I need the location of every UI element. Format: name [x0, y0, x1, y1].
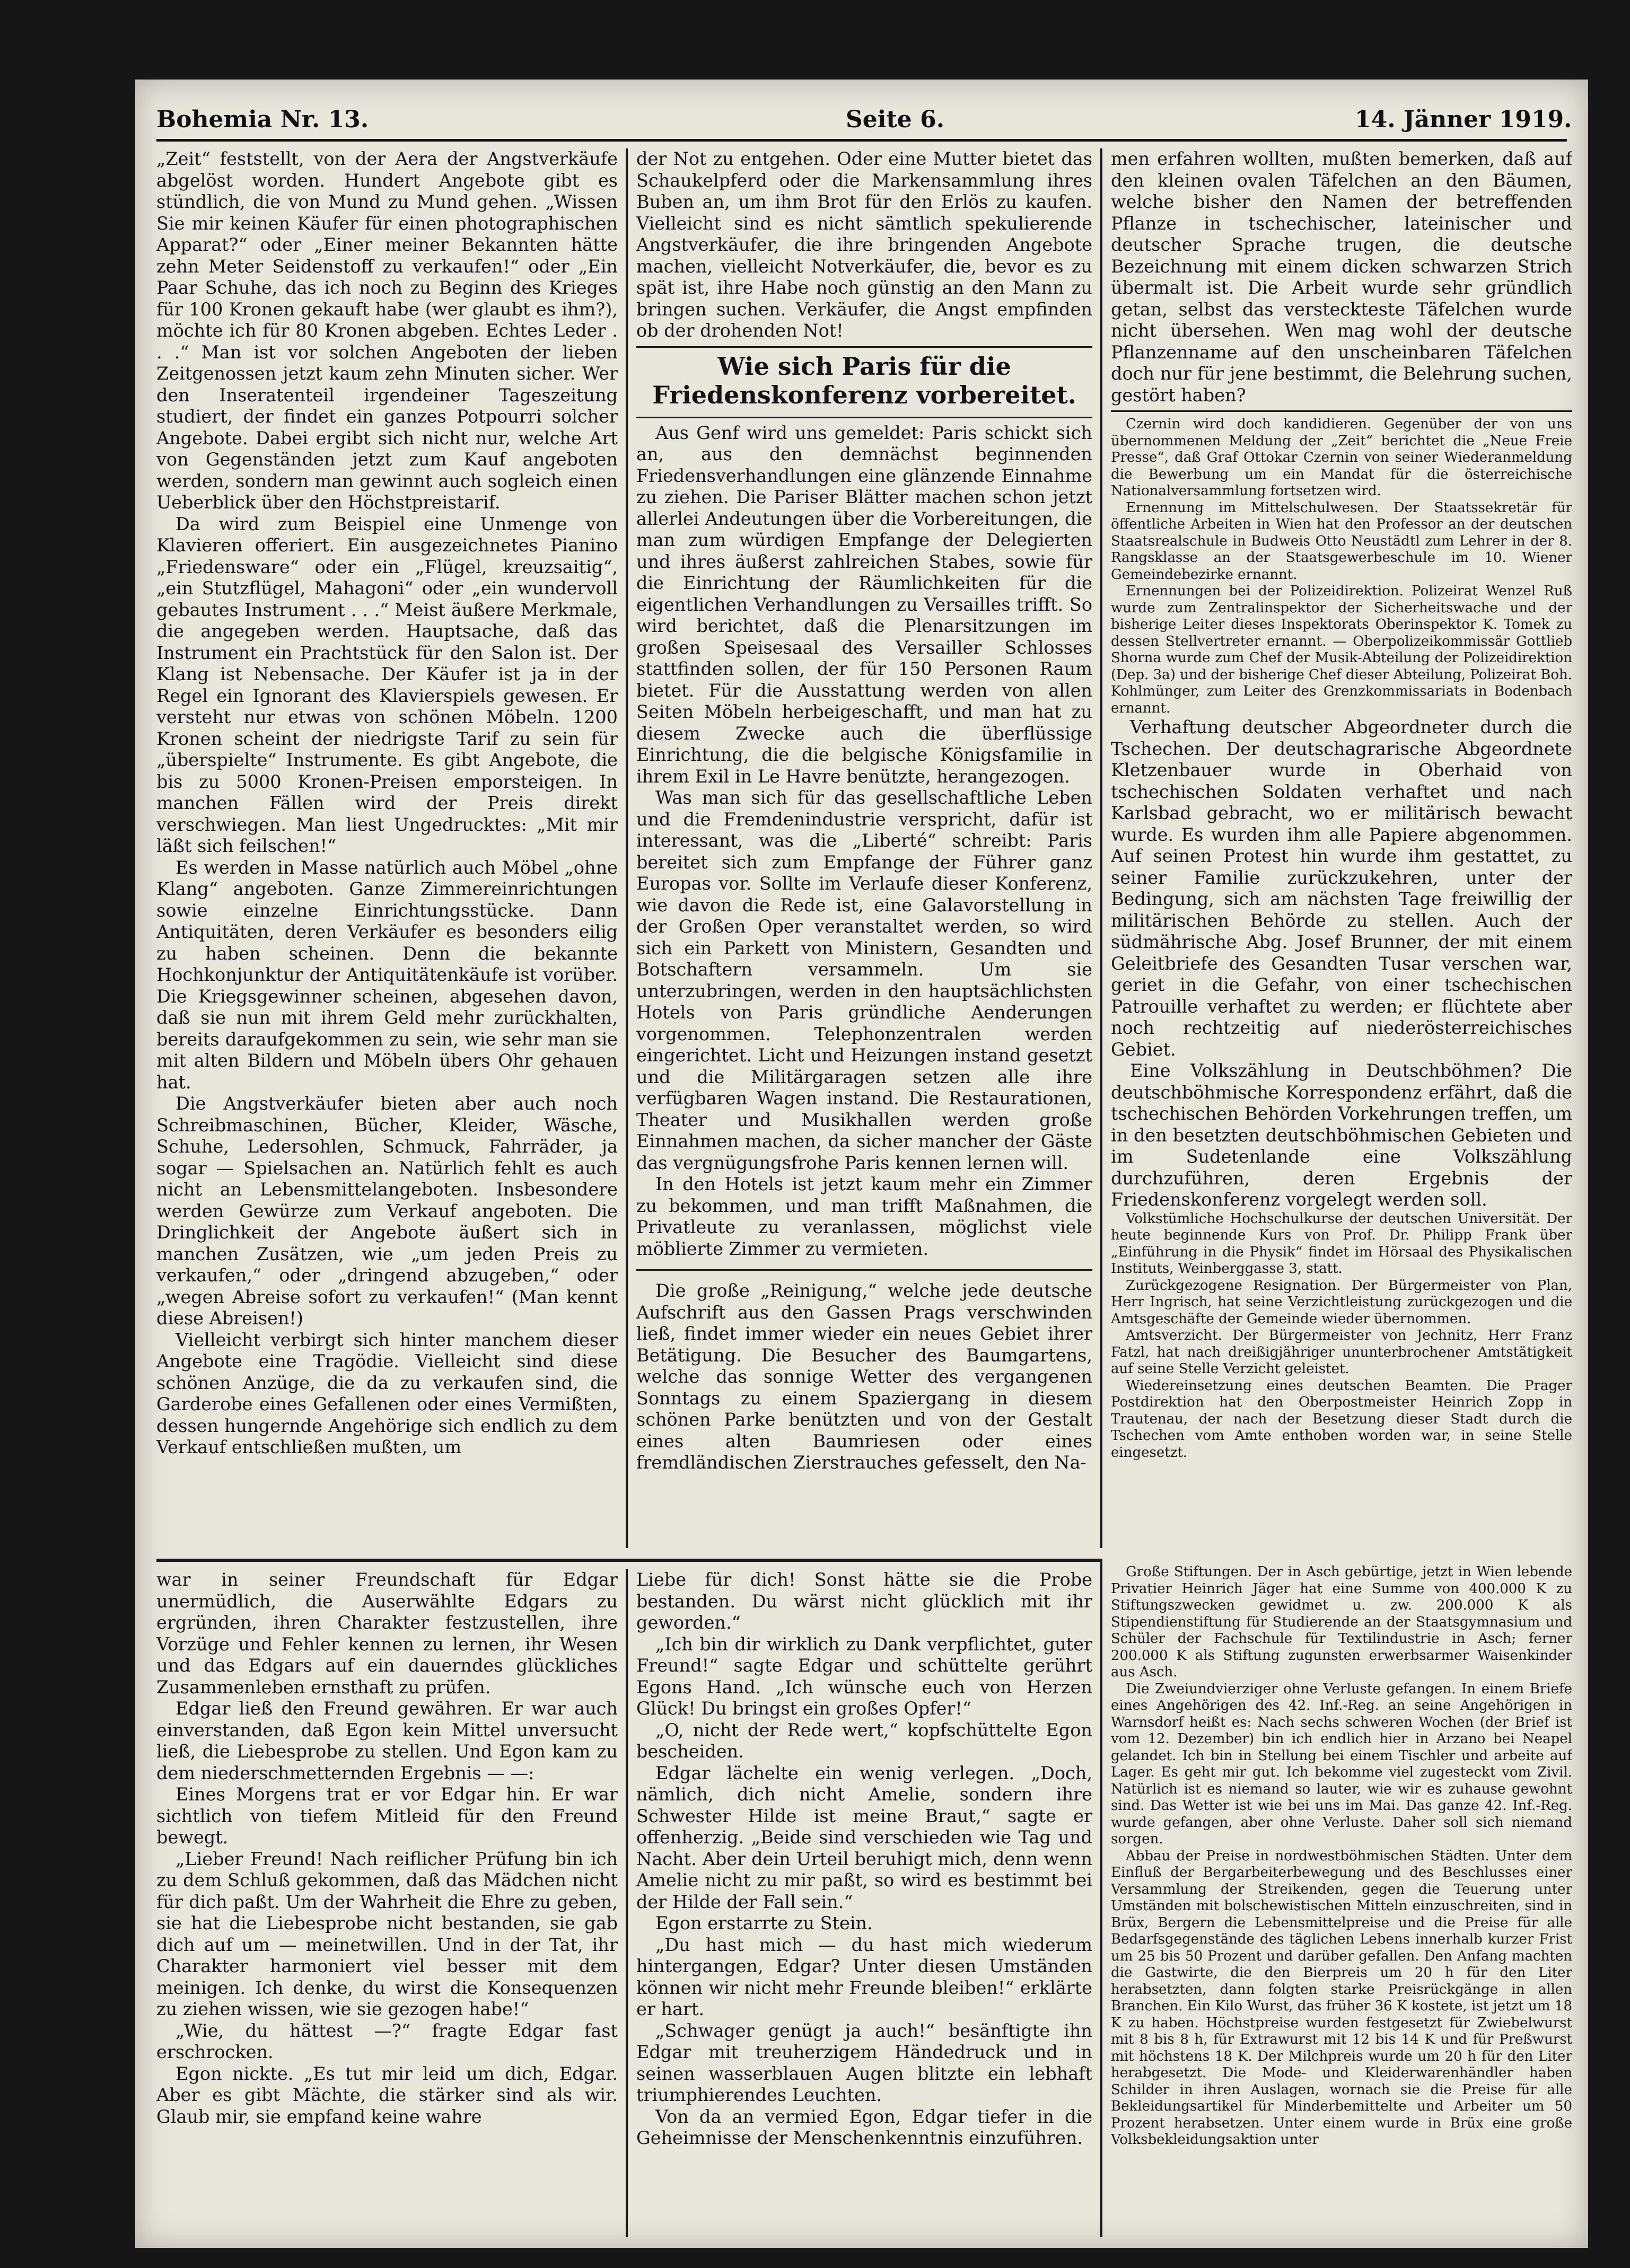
paragraph: „Wie, du hättest —?“ fragte Edgar fast erschrocken.: [156, 2020, 618, 2062]
paragraph: war in seiner Freundschaft für Edgar unermüdlich, die Auserwählte Edgars zu ergründen, ihren Charakter festzustellen, ihre Vorzüge und Fehler kennen zu lernen, ihr Wesen und das Edgars auf ein dauerndes glückliches Zusammenleben ernsthaft zu prüfen.: [156, 1569, 618, 1698]
paragraph: Edgar ließ den Freund gewähren. Er war auch einverstanden, daß Egon kein Mittel unversucht ließ, die Liebesprobe zu stellen. Und Egon kam zu dem niederschmetternden Ergebnis — —:: [156, 1698, 618, 1783]
column-3: [1111, 148, 1572, 1548]
header-center: Seite 6.: [846, 106, 945, 133]
feuilleton-rule: [156, 1559, 1100, 1562]
paragraph: Egon erstarrte zu Stein.: [655, 1913, 873, 1933]
paragraph: Aus Genf wird uns gemeldet: Paris schickt sich an, aus den demnächst beginnenden Friedensverhandlungen eine glänzende Einnahme zu ziehen. Die Pariser Blätter machen schon jetzt allerlei Andeutungen über die Vorbereitungen, die man zum würdigen Empfange der Delegierten und ihres äußerst zahlreichen Stabes, sowie für die Einrichtung der Räumlichkeiten für die eigentlichen Verhandlungen zu Versailles trifft. So wird berichtet, daß die Plenarsitzungen im großen Speisesaal des Versailler Schlosses stattfinden sollen, der für 150 Personen Raum bietet. Für die Ausstattung werden von allen Seiten Möbeln herbeigeschafft, und man hat zu diesem Zwecke auch die überflüssige Einrichtung, die die belgische Königsfamilie in ihrem Exil in Le Havre benützte, herangezogen.: [636, 422, 1092, 787]
paragraph: „O, nicht der Rede wert,“ kopfschüttelte Egon bescheiden.: [636, 1719, 1092, 1762]
news-brief: Zurückgezogene Resignation. Der Bürgermeister von Plan, Herr Ingrisch, hat seine Verzichtleistung zurückgezogen und die Amtsgeschäfte der Gemeinde wieder übernommen.: [1111, 1277, 1572, 1327]
paragraph: Egon nickte. „Es tut mir leid um dich, Edgar. Aber es gibt Mächte, die stärker sind als wir. Glaub mir, sie empfand keine wahre: [156, 2063, 618, 2127]
paragraph: Es werden in Masse natürlich auch Möbel „ohne Klang“ angeboten. Ganze Zimmereinrichtungen sowie einzelne Einrichtungsstücke. Dann Antiquitäten, deren Verkäufer es besonders eilig zu haben scheinen. Denn die bekannte Hochkonjunktur der Antiquitätenkäufe ist vorüber. Die Kriegsgewinner scheinen, abgesehen davon, daß sie nun mit ihrem Geld mehr zurückhalten, bereits daraufgekommen zu sein, wie sehr man sie mit alten Bildern und Möbeln übers Ohr gehauen hat.: [156, 857, 618, 1093]
header-rule: [156, 139, 1567, 142]
column-divider: [626, 1569, 628, 2237]
newspaper-page: [135, 80, 1588, 2248]
feuilleton-column-2: [636, 1569, 1092, 2237]
column-1: [156, 148, 618, 1548]
section-rule: [1111, 410, 1572, 412]
news-brief: Wiedereinsetzung eines deutschen Beamten. Die Prager Postdirektion hat den Oberpostmeister Heinrich Zopp in Trautenau, der nach der Besetzung dieser Stadt durch die Tschechen vom Amte enthoben worden war, in seine Stelle eingesetzt.: [1111, 1377, 1572, 1461]
paragraph: Eines Morgens trat er vor Edgar hin. Er war sichtlich von tiefem Mitleid für den Freund bewegt.: [156, 1784, 618, 1848]
feuilleton-column-1: [156, 1569, 618, 2237]
paragraph: Was man sich für das gesellschaftliche Leben und die Fremdenindustrie verspricht, dafür ist interessant, was die „Liberté“ schreibt: Paris bereitet sich zum Empfange der Führer ganz Europas vor. Sollte im Verlaufe dieser Konferenz, wie davon die Rede ist, eine Galavorstellung in der Großen Oper veranstaltet werden, so wird sich ein Parkett von Ministern, Gesandten und Botschaftern versammeln. Um sie unterzubringen, werden in den hauptsächlichsten Hotels von Paris gründliche Aenderungen vorgenommen. Telephonzentralen werden eingerichtet. Licht und Heizungen instand gesetzt und die Militärgaragen setzen alle ihre verfügbaren Wagen instand. Die Restaurationen, Theater und Musikhallen werden große Einnahmen machen, da sicher mancher der Gäste das vergnügungsfrohe Paris kennen lernen will.: [636, 787, 1092, 1173]
news-brief: Große Stiftungen. Der in Asch gebürtige, jetzt in Wien lebende Privatier Heinrich Jäger hat eine Summe von 400.000 K zu Stiftungszwecken gewidmet u. zw. 200.000 K als Stipendienstiftung für Studierende an der Staatsgymnasium und Schüler der Fachschule für Textilindustrie in Asch; ferner 200.000 K als Stiftung zugunsten erwerbsarmer Waisenkinder aus Asch.: [1111, 1564, 1572, 1680]
news-brief: Czernin wird doch kandidieren. Gegenüber der von uns übernommenen Meldung der „Zeit“ berichtet die „Neue Freie Presse“, daß Graf Ottokar Czernin von seiner Wiederanmeldung die Bewerbung um ein Mandat für die österreichische Nationalversammlung fortsetzen wird.: [1111, 416, 1572, 499]
column-divider: [626, 148, 628, 1548]
paragraph: Die Angstverkäufer bieten aber auch noch Schreibmaschinen, Bücher, Kleider, Wäsche, Schuhe, Ledersohlen, Schmuck, Fahrräder, ja sogar — Spielsachen an. Natürlich fehlt es auch nicht an Lebensmittelangeboten. Insbesondere werden Gewürze zum Verkauf angeboten. Die Dringlichkeit der Angebote äußert sich in manchen Zusätzen, wie „um jeden Preis zu verkaufen,“ oder „dringend abzugeben,“ oder „wegen Abreise sofort zu verkaufen!“ (Man kennt diese Abreisen!): [156, 1093, 618, 1329]
paragraph: Edgar lächelte ein wenig verlegen. „Doch, nämlich, dich nicht Amelie, sondern ihre Schwester Hilde ist meine Braut,“ sagte er offenherzig. „Beide sind verschieden wie Tag und Nacht. Aber dein Urteil beruhigt mich, denn wenn Amelie nicht zu mir paßt, so wird es bestimmt bei der Hilde der Fall sein.“: [636, 1762, 1092, 1912]
column-divider: [1100, 1559, 1102, 2237]
paragraph: Verhaftung deutscher Abgeordneter durch die Tschechen. Der deutschagrarische Abgeordnete Kletzenbauer wurde in Oberhaid von tschechischen Soldaten verhaftet und nach Karlsbad gebracht, wo er militärisch bewacht wurde. Es wurden ihm alle Papiere abgenommen. Auf seinen Protest hin wurde ihm gestattet, zu seiner Familie zurückzukehren, unter der Bedingung, sich am nächsten Tage freiwillig der militärischen Behörde zu stellen. Auch der südmährische Abg. Josef Brunner, der mit einem Geleitbriefe des Gesandten Tusar verschen war, geriet in die Gefahr, von einer tschechischen Patrouille verhaftet zu werden; er flüchtete aber noch rechtzeitig auf niederösterreichisches Gebiet.: [1111, 717, 1572, 1060]
news-briefs: [1111, 1211, 1572, 1462]
paragraph: Liebe für dich! Sonst hätte sie die Probe bestanden. Du wärst nicht glücklich mit ihr geworden.“: [636, 1569, 1092, 1633]
paragraph: „Lieber Freund! Nach reiflicher Prüfung bin ich zu dem Schluß gekommen, daß das Mädchen nicht für dich paßt. Um der Wahrheit die Ehre zu geben, sie hat die Liebesprobe nicht bestanden, sie gab dich auf um — meinetwillen. Und in der Tat, ihr Charakter harmoniert viel besser mit dem meinigen. Ich denke, du wirst die Konsequenzen zu ziehen wissen, wie sie gezogen habe!“: [156, 1848, 618, 2019]
news-brief: Amtsverzicht. Der Bürgermeister von Jechnitz, Herr Franz Fatzl, hat nach dreißigjähriger ununterbrochener Amtstätigkeit auf seine Stelle Verzicht geleistet.: [1111, 1328, 1572, 1377]
column-3-continued: [1111, 1564, 1572, 2237]
paragraph: „Ich bin dir wirklich zu Dank verpflichtet, guter Freund!“ sagte Edgar und schüttelte gerührt Egons Hand. „Ich wünsche euch von Herzen Glück! Du bringst ein großes Opfer!“: [636, 1633, 1092, 1719]
news-brief: Die Zweiundvierziger ohne Verluste gefangen. In einem Briefe eines Angehörigen des 42. Inf.-Reg. an seine Angehörigen in Warnsdorf heißt es: Nach sechs schweren Wochen (der Brief ist vom 12. Dezember) bin ich endlich hier in Arzano bei Neapel gelandet. Ich bin in Stellung bei einem Tischler und arbeite auf Lager. Es geht mir gut. Ich bekomme viel zugesteckt vom Zivil. Natürlich ist es niemand so lauter, wie wir es zuhause gewohnt sind. Das Wetter ist wie bei uns im Mai. Das ganze 42. Inf.-Reg. wurde gefangen, aber ohne Verluste. Daher soll sich niemand sorgen.: [1111, 1681, 1572, 1847]
headline-rule: [636, 417, 1092, 418]
paragraph: Die große „Reinigung,“ welche jede deutsche Aufschrift aus den Gassen Prags verschwinden ließ, findet immer wieder ein neues Gebiet ihrer Betätigung. Die Besucher des Baumgartens, welche das sonnige Wetter des vergangenen Sonntags zu einem Spaziergang in diesem schönen Parke benützten und von der Gestalt eines alten Baumriesen oder eines fremdländischen Zierstrauches gefesselt, den Na-: [636, 1280, 1092, 1473]
paragraph: „Schwager genügt ja auch!“ besänftigte ihn Edgar mit treuherzigem Händedruck und in seinen wasserblauen Augen blitzte ein lebhaft triumphierendes Leuchten.: [636, 2020, 1092, 2105]
news-brief: Volkstümliche Hochschulkurse der deutschen Universität. Der heute beginnende Kurs von Prof. Dr. Philipp Frank über „Einführung in die Physik“ findet im Hörsaal des Physikalischen Instituts, Weinberggasse 3, statt.: [1111, 1210, 1572, 1277]
paragraph: Eine Volkszählung in Deutschböhmen? Die deutschböhmische Korrespondenz erfährt, daß die tschechischen Behörden Vorkehrungen treffen, um in den besetzten deutschböhmischen Gebieten und im Sudetenlande eine Volkszählung durchzuführen, deren Ergebnis der Friedenskonferenz vorgelegt werden soll.: [1111, 1060, 1572, 1210]
paragraph: „Du hast mich — du hast mich wiederum hintergangen, Edgar? Unter diesen Umständen können wir nicht mehr Freunde bleiben!“ erklärte er hart.: [636, 1934, 1092, 2019]
news-brief: Abbau der Preise in nordwestböhmischen Städten. Unter dem Einfluß der Bergarbeiterbewegung und des Beschlusses einer Versammlung der Streikenden, gegen die Teuerung unter Umständen mit bolschewistischen Mitteln einzuschreiten, sind in Brüx, Bergern die Lebensmittelpreise und die Preise für alle Bedarfsgegenstände des täglichen Lebens innerhalb kurzer Frist um 25 bis 50 Prozent und darüber gefallen. Den Anfang machten die Gastwirte, die den Bierpreis um 20 h für den Liter herabsetzten, dann folgten starke Preisrückgänge in allen Branchen. Ein Kilo Wurst, das früher 36 K kostete, ist jetzt um 18 K zu haben. Höchstpreise wurden festgesetzt für Zwiebelwurst mit 8 bis 8 h, für Extrawurst mit 12 bis 14 K und für Preßwurst mit höchstens 18 K. Der Milchpreis wurde um 20 h für den Liter herabgesetzt. Die Mode- und Kleiderwarenhändler haben Schilder in ihren Auslagen, wornach sie die Preise für alle Bekleidungsartikel für Minderbemittelte und Arbeiter um 50 Prozent herabsetzen. Unter einem wurde in Brüx eine große Volksbekleidungsaktion unter: [1111, 1848, 1572, 2148]
article-headline: Wie sich Paris für die Friedenskonferenz vorbereitet.: [652, 351, 1076, 409]
paragraph: Vielleicht verbirgt sich hinter manchem dieser Angebote eine Tragödie. Vielleicht sind diese schönen Anzüge, die da zu verkaufen sind, die Garderobe eines Gefallenen oder eines Vermißten, dessen hungernde Angehörige sich endlich zu dem Verkauf entschließen mußten, um: [156, 1329, 618, 1457]
paragraph: der Not zu entgehen. Oder eine Mutter bietet das Schaukelpferd oder die Markensammlung ihres Buben an, um ihm Brot für den Erlös zu kaufen. Vielleicht sind es nicht sämtlich spekulierende Angstverkäufer, die ihre bringenden Angebote machen, vielleicht Notverkäufer, die, bevor es zu spät ist, ihre Habe noch günstig an den Mann zu bringen suchen. Verkäufer, die Angst empfinden ob der drohenden Not!: [636, 148, 1092, 341]
news-brief: Ernennungen bei der Polizeidirektion. Polizeirat Wenzel Ruß wurde zum Zentralinspektor der Sicherheitswache und der bisherige Leiter dieses Inspektorats Oberinspektor K. Tomek zu dessen Stellvertreter ernannt. — Oberpolizeikommissär Gottlieb Shorna wurde zum Chef der Musik-Abteilung der Polizeidirektion (Dep. 3a) und der bisherige Chef dieser Abteilung, Polizeirat Boh. Kohlmünger, zum Leiter des Grenzkommissariats in Bodenbach ernannt.: [1111, 583, 1572, 716]
paragraph: In den Hotels ist jetzt kaum mehr ein Zimmer zu bekommen, und man trifft Maßnahmen, die Privatleute zu veranlassen, möglichst viele möblierte Zimmer zu vermieten.: [636, 1174, 1092, 1259]
column-2: [636, 148, 1092, 1548]
header-left: Bohemia Nr. 13.: [156, 106, 369, 133]
paragraph: „Zeit“ feststellt, von der Aera der Angstverkäufe abgelöst worden. Hundert Angebote gibt es stündlich, die von Mund zu Mund gehen. „Wissen Sie mir keinen Käufer für einen photographischen Apparat?“ oder „Einer meiner Bekannten hätte zehn Meter Seidenstoff zu verkaufen!“ oder „Ein Paar Schuhe, das ich noch zu Beginn des Krieges für 100 Kronen gekauft habe (wer glaubt es ihm?), möchte ich für 80 Kronen abgeben. Echtes Leder . . .“ Man ist vor solchen Angeboten der lieben Zeitgenossen jetzt kaum zehn Minuten sicher. Wer den Inseratenteil irgendeiner Tageszeitung studiert, der findet ein ganzes Potpourri solcher Angebote. Dabei ergibt sich nicht nur, welche Art von Gegenständen jetzt zum Kauf angeboten werden, sondern man gewinnt auch sogleich einen Ueberblick über den Höchstpreistarif.: [156, 148, 618, 513]
paragraph: Von da an vermied Egon, Edgar tiefer in die Geheimnisse der Menschenkenntnis einzuführen.: [636, 2106, 1092, 2148]
section-rule: [636, 1269, 1092, 1271]
headline-rule: [636, 346, 1092, 348]
column-divider: [1100, 148, 1102, 1548]
news-brief: Ernennung im Mittelschulwesen. Der Staatssekretär für öffentliche Arbeiten in Wien hat den Professor an der deutschen Staatsrealschule in Budweis Otto Neustädtl zum Lehrer in der 8. Rangsklasse an der Staatsgewerbeschule im 10. Wiener Gemeindebezirke ernannt.: [1111, 499, 1572, 583]
news-briefs: [1111, 416, 1572, 717]
paragraph: men erfahren wollten, mußten bemerken, daß auf den kleinen ovalen Täfelchen an den Bäumen, welche bisher den Namen der betreffenden Pflanze in tschechischer, lateinischer und deutscher Sprache trugen, die deutsche Bezeichnung mit einem dicken schwarzen Strich übermalt ist. Die Arbeit wurde sehr gründlich getan, selbst das versteckteste Täfelchen wurde nicht übersehen. Wen mag wohl der deutsche Pflanzenname auf den unscheinbaren Täfelchen doch nur für jene bestimmt, die Belehrung suchen, gestört haben?: [1111, 148, 1572, 406]
paragraph: Da wird zum Beispiel eine Unmenge von Klavieren offeriert. Ein ausgezeichnetes Pianino „Friedensware“ oder ein „Flügel, kreuzsaitig“, „ein Stutzflügel, Mahagoni“ oder „ein wundervoll gebautes Instrument . . .“ Meist äußere Merkmale, die angegeben werden. Hauptsache, daß das Instrument ein Prachtstück für den Salon ist. Der Klang ist Nebensache. Der Käufer ist ja in der Regel ein Ignorant des Klavierspiels gewesen. Er versteht nur etwas von schönen Möbeln. 1200 Kronen scheint der niedrigste Tarif zu sein für „überspielte“ Instrumente. Es gibt Angebote, die bis zu 5000 Kronen-Preisen emporsteigen. In manchen Fällen wird der Preis direkt verschwiegen. Man liest Ungedrucktes: „Mit mir läßt sich feilschen!“: [156, 513, 618, 856]
header-right: 14. Jänner 1919.: [1355, 106, 1572, 133]
